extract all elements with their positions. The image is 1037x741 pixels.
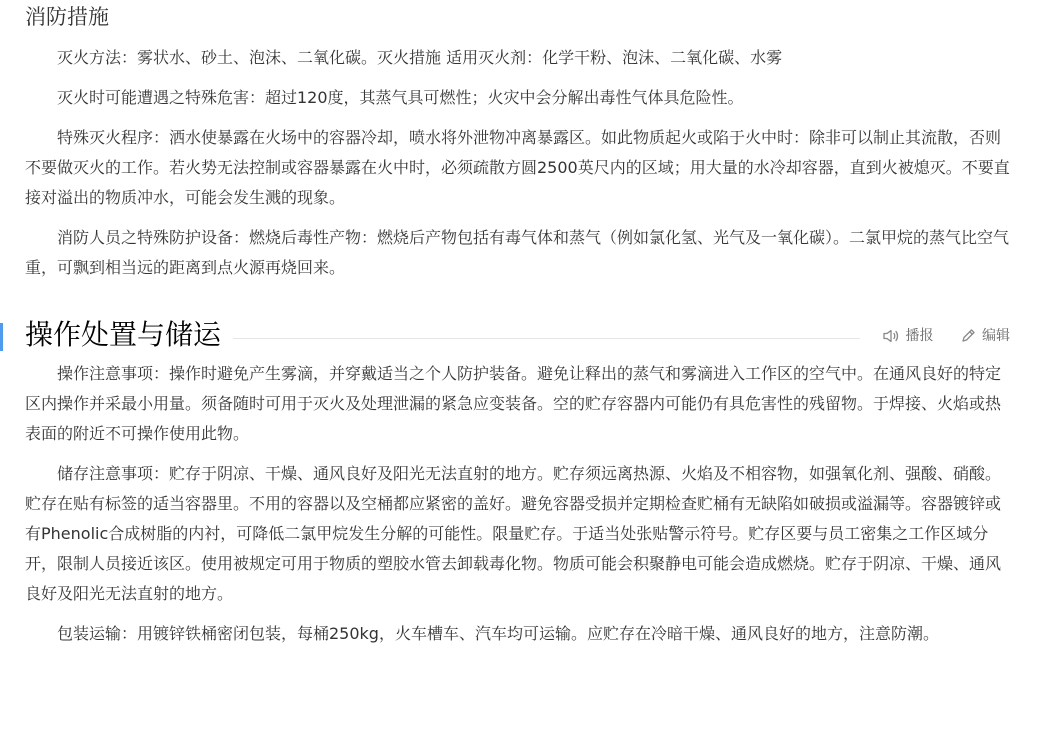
section-accent-bar bbox=[0, 323, 3, 351]
handling-paragraph-storage: 储存注意事项：贮存于阴凉、干燥、通风良好及阳光无法直射的地方。贮存须远离热源、火焰及不相容物，如强氧化剂、强酸、硝酸。贮存在贴有标签的适当容器里。不用的容器以及空桶都应紧密的盖好。避免容器受损并定期检查贮桶有无缺陷如破损或溢漏等。容器镀锌或有Phenolic合成树脂的内衬，可降低二氯甲烷发生分解的可能性。限量贮存。于适当处张贴警示符号。贮存区要与员工密集之工作区域分开，限制人员接近该区。使用被规定可用于物质的塑胶水管去卸载毒化物。物质可能会积聚静电可能会造成燃烧。贮存于阴凉、干燥、通风良好及阳光无法直射的地方。 bbox=[25, 464, 1002, 603]
handling-section bbox=[25, 359, 1010, 649]
fire-paragraph-procedure: 特殊灭火程序：洒水使暴露在火场中的容器冷却，喷水将外泄物冲离暴露区。如此物质起火或陷于火中时：除非可以制止其流散，否则不要做灭火的工作。若火势无法控制或容器暴露在火中时，必须疏散方圆2500英尺内的区域；用大量的水冷却容器，直到火被熄灭。不要直接对溢出的物质冲水，可能会发生溅的现象。 bbox=[25, 128, 1010, 207]
fire-section bbox=[25, 1, 1010, 283]
handling-paragraph-transport: 包装运输：用镀锌铁桶密闭包装，每桶250kg，火车槽车、汽车均可运输。应贮存在冷暗干燥、通风良好的地方，注意防潮。 bbox=[57, 624, 939, 643]
broadcast-button[interactable] bbox=[882, 325, 934, 347]
broadcast-label: 播报 bbox=[905, 328, 934, 344]
section-divider bbox=[225, 338, 860, 339]
pencil-icon bbox=[960, 328, 976, 344]
content bbox=[25, 0, 1010, 649]
speaker-icon bbox=[882, 328, 900, 344]
fire-paragraph-hazard: 灭火时可能遭遇之特殊危害：超过120度，其蒸气具可燃性；火灾中会分解出毒性气体具危险性。 bbox=[57, 88, 744, 107]
edit-button[interactable] bbox=[960, 325, 1010, 347]
handling-section-header bbox=[25, 319, 1010, 355]
fire-subtitle: 消防措施 bbox=[25, 5, 109, 29]
fire-paragraph-extinguish: 灭火方法：雾状水、砂土、泡沫、二氧化碳。灭火措施 适用灭火剂：化学干粉、泡沫、二氧化碳、水雾 bbox=[57, 48, 783, 67]
edit-label: 编辑 bbox=[982, 328, 1010, 344]
fire-paragraph-equipment: 消防人员之特殊防护设备：燃烧后毒性产物：燃烧后产物包括有毒气体和蒸气（例如氯化氢、光气及一氧化碳）。二氯甲烷的蒸气比空气重，可飘到相当远的距离到点火源再烧回来。 bbox=[25, 228, 1010, 277]
handling-section-title: 操作处置与储运 bbox=[25, 317, 233, 353]
handling-paragraph-operation: 操作注意事项：操作时避免产生雾滴，并穿戴适当之个人防护装备。避免让释出的蒸气和雾滴进入工作区的空气中。在通风良好的特定区内操作并采最小用量。须备随时可用于灭火及处理泄漏的紧急应变装备。空的贮存容器内可能仍有具危害性的残留物。于焊接、火焰或热表面的附近不可操作使用此物。 bbox=[25, 364, 1002, 443]
section-actions bbox=[860, 325, 1010, 351]
